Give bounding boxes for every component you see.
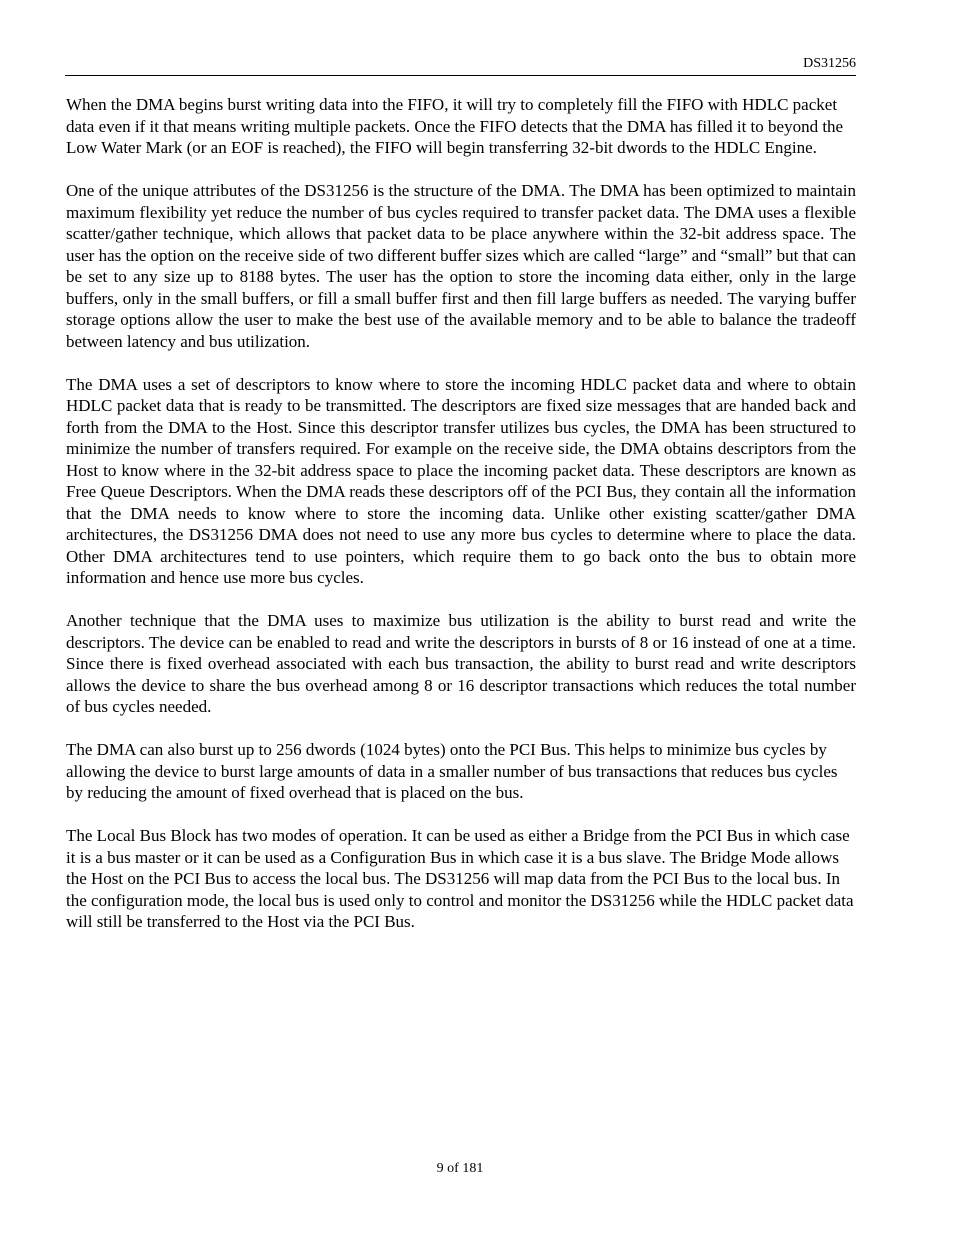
paragraph-local-bus: The Local Bus Block has two modes of operation. It can be used as either a Bridge from the PCI Bus in which case it is a bus master or it can be used as a Configuration Bus in which case it is a bus slave. The Bridge Mode allows the Host on the PCI Bus to access the local bus. The DS31256 will map data from the PCI Bus to the local bus. In the configuration mode, the local bus is used only to control and monitor the DS31256 while the HDLC packet data will still be transferred to the Host via the PCI Bus. [66,826,854,931]
document-body [66,94,856,954]
paragraph-fifo-burst: When the DMA begins burst writing data into the FIFO, it will try to completely fill the FIFO with HDLC packet data even if it that means writing multiple packets. Once the FIFO detects that the DMA has filled it to beyond the Low Water Mark (or an EOF is reached), the FIFO will begin transferring 32-bit dwords to the HDLC Engine. [66,95,844,157]
paragraph-descriptors: The DMA uses a set of descriptors to know where to store the incoming HDLC packet data and where to obtain HDLC packet data that is ready to be transmitted. The descriptors are fixed size messages that are handed back and forth from the DMA to the Host. Since this descriptor transfer utilizes bus cycles, the DMA has been structured to minimize the number of transfers required. For example on the receive side, the DMA obtains descriptors from the Host to know where in the 32-bit address space to place the incoming packet data. These descriptors are known as Free Queue Descriptors. When the DMA reads these descriptors off of the PCI Bus, they contain all the information that the DMA needs to know where to store the incoming data. Unlike other existing scatter/gather DMA architectures, the DS31256 DMA does not need to use any more bus cycles to determine where to place the data. Other DMA architectures tend to use pointers, which require them to go back onto the bus to obtain more information and hence use more bus cycles. [66,374,856,587]
page-number: 9 of 181 [436,1161,484,1176]
paragraph-burst-dwords: The DMA can also burst up to 256 dwords (1024 bytes) onto the PCI Bus. This helps to minimize bus cycles by allowing the device to burst large amounts of data in a smaller number of bus transactions that reduces bus cycles by reducing the amount of fixed overhead that is placed on the bus. [66,740,838,802]
paragraph-burst-descriptors: Another technique that the DMA uses to maximize bus utilization is the ability to burst read and write the descriptors. The device can be enabled to read and write the descriptors in bursts of 8 or 16 instead of one at a time. Since there is fixed overhead associated with each bus transaction, the ability to burst read and write descriptors allows the device to share the bus overhead among 8 or 16 descriptor transactions which reduces the total number of bus cycles needed. [66,611,856,716]
paragraph-dma-structure: One of the unique attributes of the DS31256 is the structure of the DMA. The DMA has been optimized to maintain maximum flexibility yet reduce the number of bus cycles required to transfer packet data. The DMA uses a flexible scatter/gather technique, which allows that packet data to be place anywhere within the 32-bit address space. The user has the option on the receive side of two different buffer sizes which are called “large” and “small” but that can be set to any size up to 8188 bytes. The user has the option to store the incoming data either, only in the large buffers, only in the small buffers, or fill a small buffer first and then fill large buffers as needed. The varying buffer storage options allow the user to make the best use of the available memory and to be able to balance the tradeoff between latency and bus utilization. [66,181,856,351]
document-id: DS31256 [803,56,856,71]
header-rule [65,75,856,76]
